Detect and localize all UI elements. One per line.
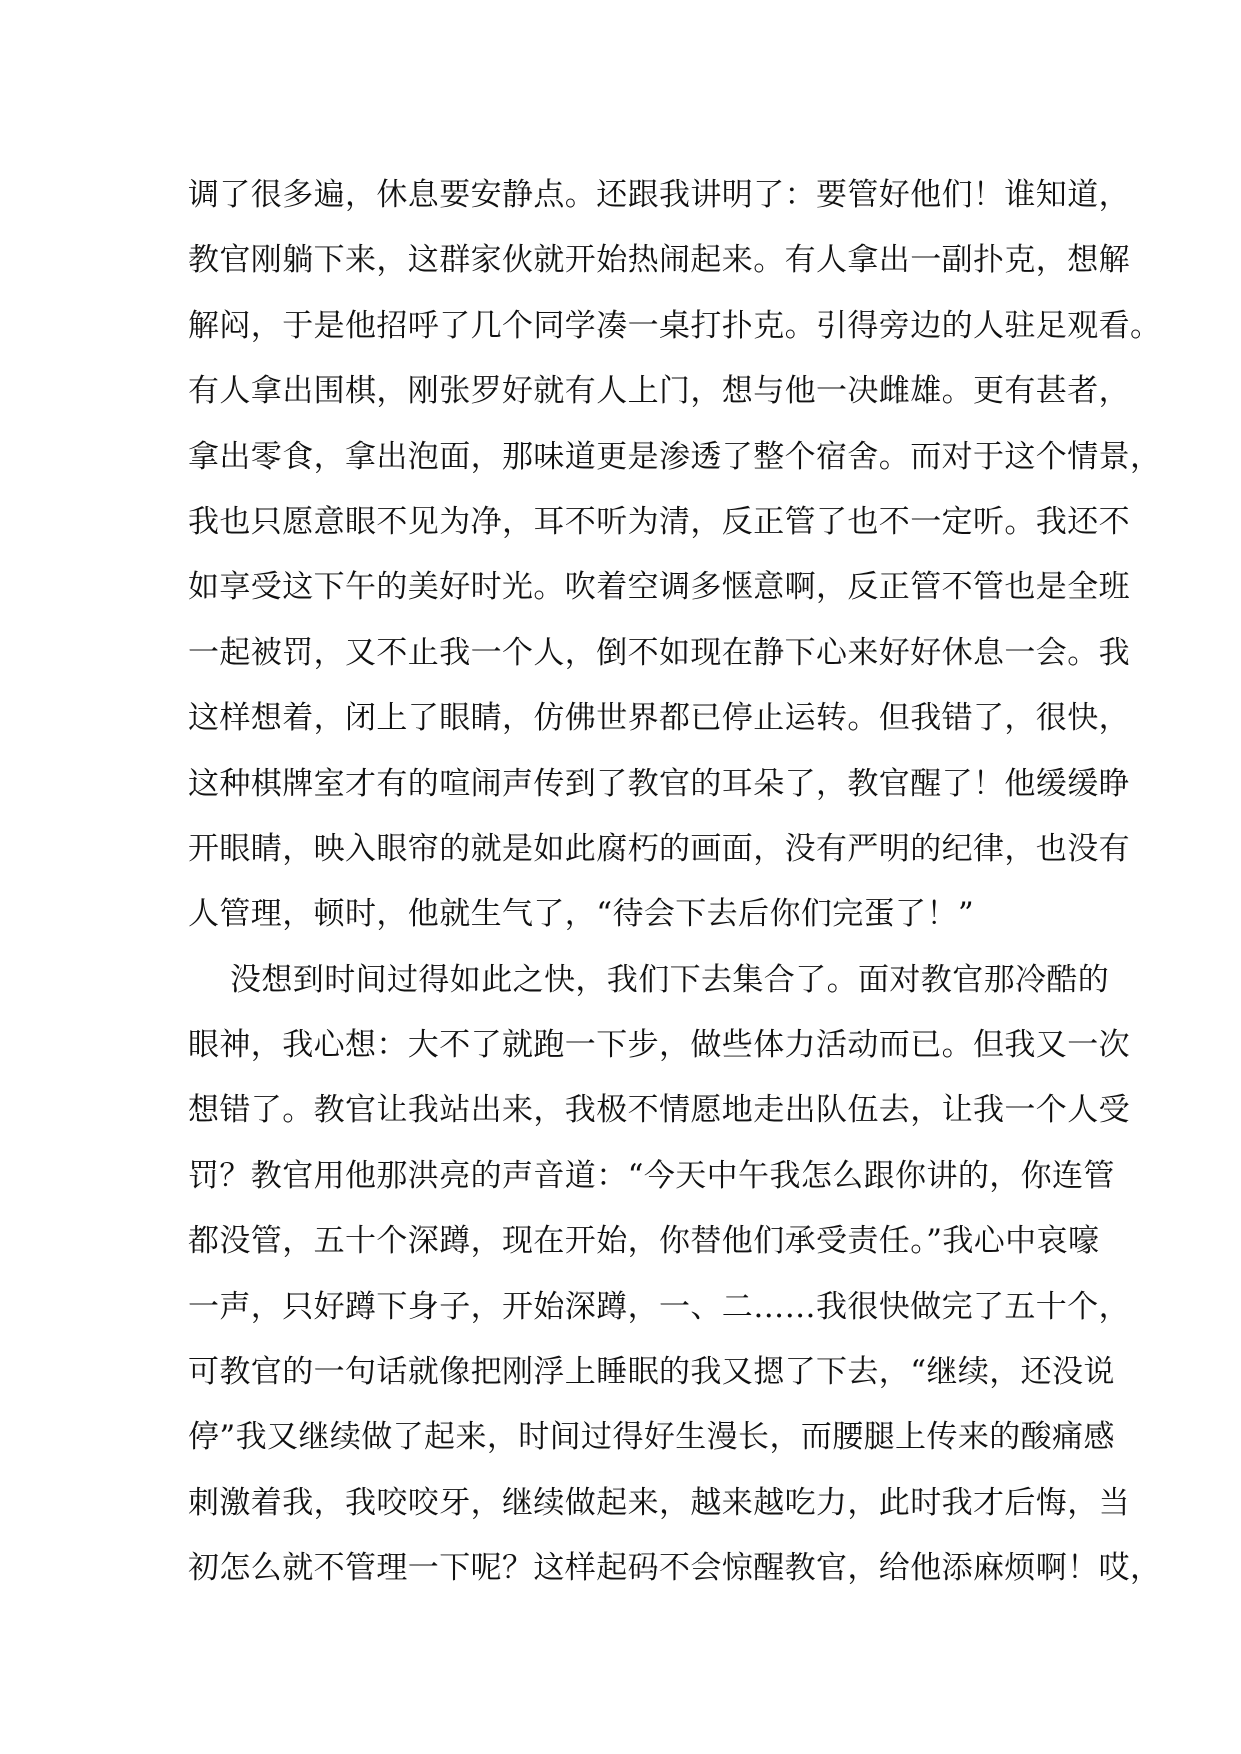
text-line: 刺激着我，我咬咬牙，继续做起来，越来越吃力，此时我才后悔，当 [188,1484,1130,1521]
text-line: 这样想着，闭上了眼睛，仿佛世界都已停止运转。但我错了，很快， [188,700,1130,737]
text-line: 停”我又继续做了起来，时间过得好生漫长，而腰腿上传来的酸痛感 [188,1419,1115,1456]
text-line: 初怎么就不管理一下呢？这样起码不会惊醒教官，给他添麻烦啊！哎， [188,1550,1162,1587]
text-line: 一声，只好蹲下身子，开始深蹲，一、二……我很快做完了五十个， [188,1288,1130,1325]
text-line: 解闷，于是他招呼了几个同学凑一桌打扑克。引得旁边的人驻足观看。 [188,307,1162,344]
text-line: 眼神，我心想：大不了就跑一下步，做些体力活动而已。但我又一次 [188,1027,1130,1064]
paragraph-2 [188,948,1162,1602]
text-line: 调了很多遍，休息要安静点。还跟我讲明了：要管好他们！谁知道， [188,177,1130,213]
text-line: 我也只愿意眼不见为净，耳不听为清，反正管了也不一定听。我还不 [188,503,1130,540]
text-line: 没想到时间过得如此之快，我们下去集合了。面对教官那冷酷的 [230,961,1110,998]
text-line: 拿出零食，拿出泡面，那味道更是渗透了整个宿舍。而对于这个情景， [188,438,1162,475]
text-line: 想错了。教官让我站出来，我极不情愿地走出队伍去，让我一个人受 [188,1092,1130,1129]
text-line: 人管理，顿时，他就生气了，“待会下去后你们完蛋了！” [188,896,975,933]
paragraph-1 [188,163,1162,948]
text-line: 这种棋牌室才有的喧闹声传到了教官的耳朵了，教官醒了！他缓缓睁 [188,765,1130,802]
text-line: 有人拿出围棋，刚张罗好就有人上门，想与他一决雌雄。更有甚者， [188,373,1130,410]
text-line: 都没管，五十个深蹲，现在开始，你替他们承受责任。”我心中哀嚎 [188,1223,1100,1260]
text-line: 如享受这下午的美好时光。吹着空调多惬意啊，反正管不管也是全班 [188,569,1130,606]
text-line: 罚？教官用他那洪亮的声音道：“今天中午我怎么跟你讲的，你连管 [188,1157,1115,1194]
text-line: 一起被罚，又不止我一个人，倒不如现在静下心来好好休息一会。我 [188,634,1130,671]
text-line: 教官刚躺下来，这群家伙就开始热闹起来。有人拿出一副扑克，想解 [188,242,1130,279]
body-text [188,163,1162,1602]
text-line: 可教官的一句话就像把刚浮上睡眠的我又摁了下去，“继续，还没说 [188,1354,1115,1391]
text-line: 开眼睛，映入眼帘的就是如此腐朽的画面，没有严明的纪律，也没有 [188,830,1130,867]
